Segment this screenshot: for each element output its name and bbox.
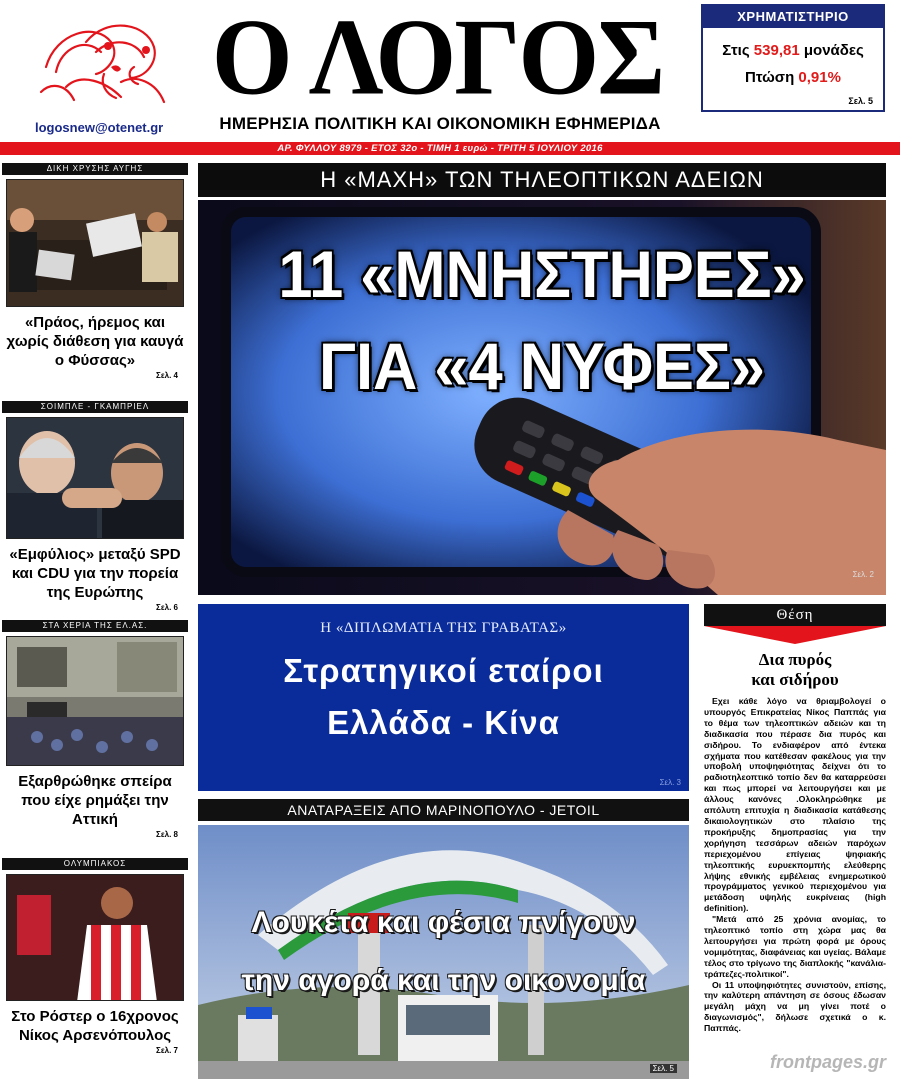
editorial-tab-marker: [704, 626, 886, 646]
editorial-paragraph: Εχει κάθε λόγο να θριαμβολογεί ο υπουργός Επικρατείας Νίκος Παππάς για το θέμα των τηλεοπτικών αδειών και τη διαδικασία που πέρασε δια πυρός και σιδήρου. Το ενδιαφέρον από έντεκα σχήματα που κατέθεσαν φακέλους για την υποβολή υποψηφιότητας δείχνει ότι το ραδιοτηλεοπτικό τοπίο δεν θα καταρρεύσει και πως μπορεί να λειτουργήσει και με άλλους κανόνες .Ολοκληρώθηκε με απόλυτη επιτυχία η διαδικασία κατάθεσης δικαιολογητικών στο πλαίσιο της προκήρυξης δημοπρασίας για την χορήγηση τεσσάρων αδειών παρόχων περιεχομένου επίγειας ψηφιακής τηλεοπτικής ευρυεκπομπής ελεύθερης λήψης εθνικής εμβέλειας ενημερωτικού προγράμματος γενικού περιεχομένου για μετάδοση υψηλής ευκρίνειας (high definition).: [704, 696, 886, 914]
diplomacy-box[interactable]: [198, 604, 689, 791]
sidebar-story-label: ΟΛΥΜΠΙΑΚΟΣ: [2, 858, 188, 870]
editorial-title-line-1: Δια πυρός: [758, 650, 832, 669]
sidebar-story-page: Σελ. 7: [156, 1046, 178, 1055]
editorial-paragraph: "Μετά από 25 χρόνια ανομίας, το τηλεοπτικό τοπίο στη χώρα μας θα λειτουργήσει για πρώτη φορά με όρους νομιμότητας, διαφάνειας και υγείας. Βάλαμε τέλος στο τρίγωνο της διαπλοκής "κανάλια-τράπεζες-πολιτικοί".: [704, 914, 886, 979]
sidebar-story-2[interactable]: [2, 401, 188, 612]
stock-header: ΧΡΗΜΑΤΙΣΤΗΡΙΟ: [703, 6, 883, 28]
bottom-headline-1: Λουκέτα και φέσια πνίγουν: [251, 906, 636, 939]
seized-goods-photo: [6, 636, 184, 766]
main-headline: [222, 228, 862, 412]
sidebar-story-page: Σελ. 8: [156, 830, 178, 839]
stock-index-prefix: Στις: [722, 42, 754, 59]
stock-change-prefix: Πτώση: [745, 69, 799, 86]
sidebar-story-title: «Εμφύλιος» μεταξύ SPD και CDU για την πορεία της Ευρώπης: [9, 546, 181, 601]
stock-change-line: [703, 69, 883, 86]
gas-station-photo[interactable]: [198, 825, 689, 1079]
main-story-kicker: Η «ΜΑΧΗ» ΤΩΝ ΤΗΛΕΟΠΤΙΚΩΝ ΑΔΕΙΩΝ: [198, 163, 886, 197]
sidebar-story-4[interactable]: [2, 858, 188, 1055]
main-page-ref: Σελ. 2: [852, 570, 874, 579]
stock-index-line: [703, 42, 883, 59]
newspaper-title: Ο ΛΟΓΟΣ: [211, 0, 664, 118]
logo-figures: [26, 12, 176, 112]
politicians-photo: [6, 417, 184, 539]
diplomacy-headline-2: Ελλάδα - Κίνα: [327, 704, 560, 741]
diplomacy-headline-1: Στρατηγικοί εταίροι: [283, 652, 604, 689]
sidebar-story-title: «Πράος, ήρεμος και χωρίς διάθεση για καυγά ο Φύσσας»: [6, 314, 184, 369]
sidebar-story-label: ΣΤΑ ΧΕΡΙΑ ΤΗΣ ΕΛ.ΑΣ.: [2, 620, 188, 632]
bottom-headline-2: την αγορά και την οικονομία: [241, 964, 646, 997]
editorial-body: [704, 696, 886, 1034]
sidebar-story-3[interactable]: [2, 620, 188, 839]
football-player-photo: [6, 874, 184, 1001]
main-headline-line-2: ΓΙΑ «4 ΝΥΦΕΣ»: [319, 329, 765, 403]
site-watermark: frontpages.gr: [770, 1052, 887, 1072]
editorial-title-line-2: και σιδήρου: [751, 670, 839, 689]
contact-email: logosnew@otenet.gr: [35, 120, 164, 135]
tv-remote-photo[interactable]: [198, 200, 886, 595]
sidebar-story-label: ΔΙΚΗ ΧΡΥΣΗΣ ΑΥΓΗΣ: [2, 163, 188, 175]
editorial-title: [704, 650, 886, 690]
sidebar-story-title: Εξαρθρώθηκε σπείρα που είχε ρημάξει την Αττική: [18, 773, 172, 828]
newspaper-tagline: ΗΜΕΡΗΣΙΑ ΠΟΛΙΤΙΚΗ ΚΑΙ ΟΙΚΟΝΟΜΙΚΗ ΕΦΗΜΕΡΙΔΑ: [219, 114, 661, 133]
stock-page-ref: Σελ. 5: [848, 96, 873, 106]
bottom-story-kicker: ΑΝΑΤΑΡΑΞΕΙΣ ΑΠΟ ΜΑΡΙΝΟΠΟΥΛΟ - JETOIL: [198, 799, 689, 821]
diplomacy-page-ref: Σελ. 3: [659, 778, 681, 787]
sidebar-story-label: ΣΟΙΜΠΛΕ - ΓΚΑΜΠΡΙΕΛ: [2, 401, 188, 413]
sidebar-story-1[interactable]: [2, 163, 188, 380]
sidebar-story-page: Σελ. 6: [156, 603, 178, 612]
courtroom-photo: [6, 179, 184, 307]
sidebar-story-title: Στο Ρόστερ ο 16χρονος Νίκος Αρσενόπουλος: [11, 1008, 179, 1044]
editorial-tab: Θέση: [704, 604, 886, 626]
issue-line: ΑΡ. ΦΥΛΛΟΥ 8979 - ΕΤΟΣ 32ο - ΤΙΜΗ 1 ευρώ - ΤΡΙΤΗ 5 ΙΟΥΛΙΟΥ 2016: [277, 143, 603, 154]
diplomacy-kicker: Η «ΔΙΠΛΩΜΑΤΙΑ ΤΗΣ ΓΡΑΒΑΤΑΣ»: [320, 620, 567, 636]
stock-index-value: 539,81: [753, 42, 800, 59]
editorial-paragraph: Οι 11 υποψηφιότητες συνιστούν, επίσης, την καλύτερη απάντηση σε όσους έδωσαν μεγάλη μάχη να μη γίνει ποτέ ο διαγωνισμός", δήλωσε σχετικά ο κ. Παππάς.: [704, 979, 886, 1034]
stock-change-value: 0,91%: [798, 69, 841, 86]
sidebar-story-page: Σελ. 4: [156, 371, 178, 380]
stock-market-box: [701, 4, 885, 112]
stock-index-suffix: μονάδες: [799, 42, 864, 59]
main-headline-line-1: 11 «ΜΝΗΣΤΗΡΕΣ»: [278, 237, 806, 311]
bottom-page-ref: Σελ. 5: [650, 1064, 677, 1073]
